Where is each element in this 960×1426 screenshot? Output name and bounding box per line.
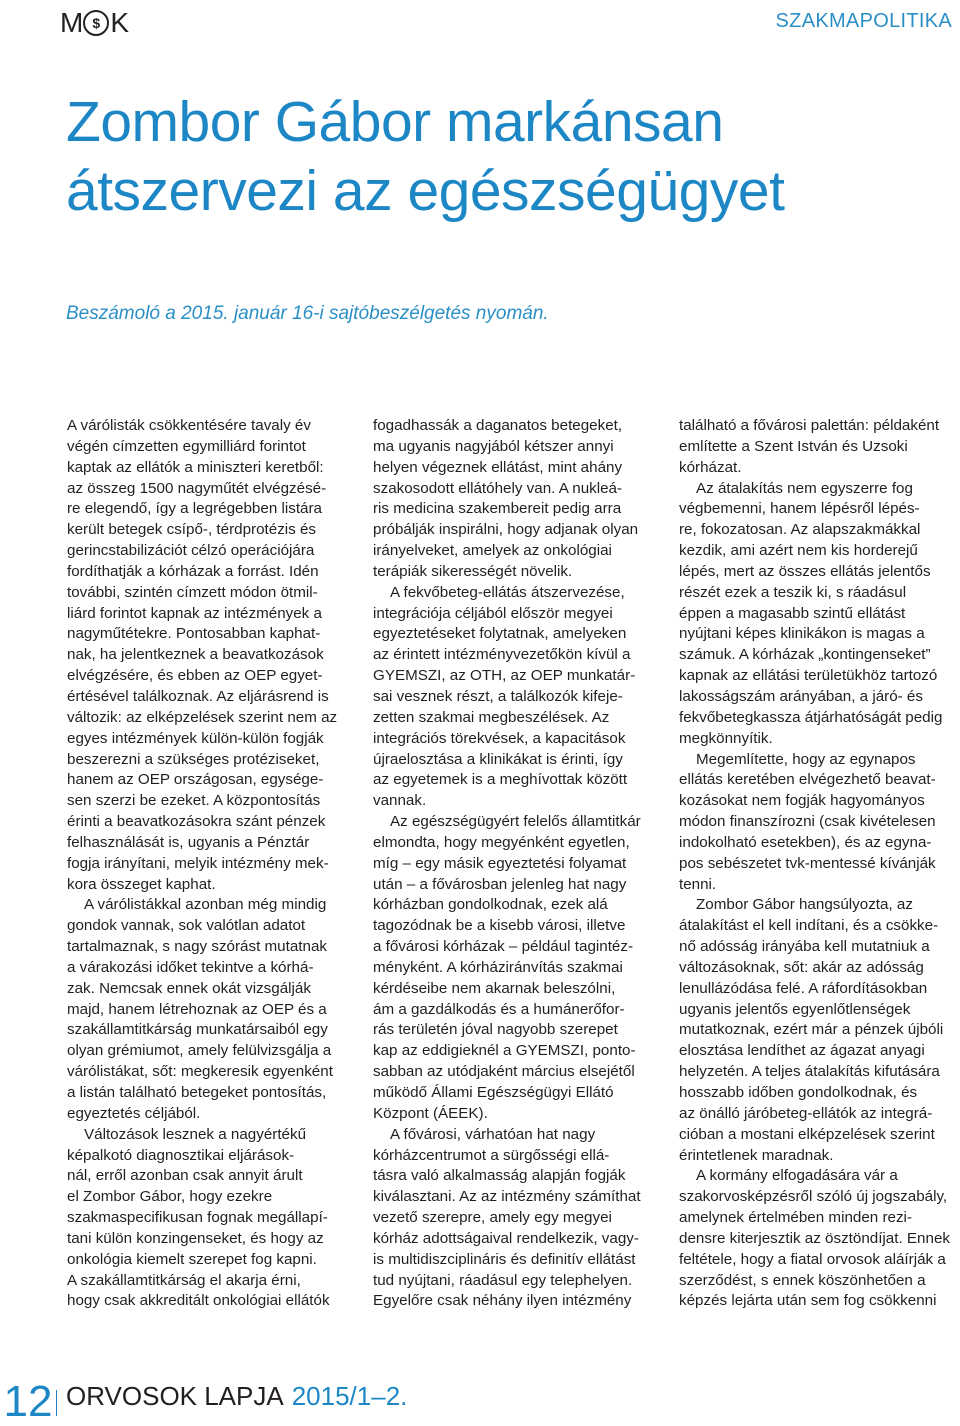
text-line: vezető szerepre, amely egy megyei: [373, 1209, 612, 1227]
text-line: kórházcentrumot a sürgősségi ellá-: [373, 1146, 610, 1164]
text-line: kozásokat nem fogják hagyományos: [679, 792, 925, 810]
text-line: elmondta, hogy megyénként egyetlen,: [373, 833, 630, 851]
text-column-2: [373, 416, 655, 1312]
text-line: képzés lejárta után sem fog csökkenni: [679, 1292, 937, 1310]
text-line: nál, erről azonban csak annyit árult: [67, 1167, 303, 1185]
text-line: említette a Szent István és Uzsoki: [679, 437, 908, 455]
text-line: A fővárosi, várhatóan hat nagy: [390, 1125, 596, 1143]
text-line: tenni.: [679, 875, 717, 893]
text-line: feltétele, hogy a fiatal orvosok aláírják a: [679, 1250, 946, 1268]
text-line: található a fővárosi palettán: példaként: [679, 417, 940, 434]
text-line: az önálló járóbeteg-ellátók az integrá-: [679, 1104, 933, 1122]
text-line: egyeztetéseket folytatnak, amelyeken: [373, 625, 627, 643]
text-line: végén címzetten egymilliárd forintot: [67, 437, 306, 455]
text-line: nyújtani képes klinikákon is magas a: [679, 625, 925, 643]
text-line: kap az eddigieknél a GYEMSZI, ponto-: [373, 1042, 636, 1060]
section-label: SZAKMAPOLITIKA: [775, 10, 952, 32]
text-line: hanem az OEP országosan, egysége-: [67, 771, 324, 789]
text-line: mutatkoznak, ezért már a pénzek újbóli: [679, 1021, 944, 1039]
text-line: szakállamtitkárság munkatársaiból egy: [67, 1021, 328, 1039]
text-line: zak. Nemcsak ennek okát vizsgálják: [67, 979, 311, 997]
title-line: átszervezi az egészségügyet: [66, 159, 785, 223]
text-line: re, fokozatosan. Az alapszakmákkal: [679, 521, 921, 539]
logo-letter-left: M: [60, 7, 83, 38]
title-line: Zombor Gábor markánsan: [66, 90, 724, 154]
text-line: felhasználását is, ugyanis a Pénztár: [67, 833, 310, 851]
text-line: hogy csak akkreditált onkológiai ellátók: [67, 1292, 330, 1310]
text-line: a listán található betegeket pontosítás,: [67, 1084, 327, 1101]
text-line: kórházban gondolkodnak, ezek alá: [373, 896, 608, 914]
text-line: elvégzésére, és ebben az OEP egyet-: [67, 667, 323, 685]
text-line: integrációs törekvések, a kapacitások: [373, 729, 626, 747]
text-line: re elegendő, így a legrégebben listára: [67, 500, 322, 518]
logo-letter-right: K: [110, 7, 129, 38]
journal-issue: 2015/1–2.: [291, 1381, 408, 1411]
text-line: a várakozási időket tekintve a kórhá-: [67, 958, 314, 976]
text-line: részét ezek a teszik ki, s ráadásul: [679, 583, 907, 601]
text-line: egyeztetés céljából.: [67, 1104, 201, 1122]
text-line: értésével találkoznak. Az eljárásrend is: [67, 687, 329, 705]
text-line: az összeg 1500 nagyműtét elvégzésé-: [67, 479, 327, 497]
text-line: érintetlenek maradnak.: [679, 1146, 834, 1164]
text-line: megkönnyítik.: [679, 729, 773, 747]
article-title: [66, 88, 784, 226]
text-line: ugyanis jelentős egyenlőtlenségek: [679, 1000, 911, 1018]
text-line: kapnak az ellátási területükhöz tartozó: [679, 667, 938, 685]
text-line: A szakállamtitkárság el akarja érni,: [67, 1271, 301, 1289]
text-line: szakorvosképzésről szóló új jogszabály,: [679, 1188, 948, 1206]
text-line: A fekvőbeteg-ellátás átszervezése,: [390, 583, 625, 601]
text-line: éppen a magasabb szintű ellátást: [679, 604, 906, 622]
text-line: változásoknak, sőt: akár az adósság: [679, 958, 924, 976]
text-line: kora összeget kaphat.: [67, 875, 216, 893]
text-line: egyes intézmények külön-külön fogják: [67, 729, 324, 747]
text-line: szakosodott ellátóhely van. A nukleá-: [373, 479, 623, 497]
text-line: Egyelőre csak néhány ilyen intézmény: [373, 1292, 632, 1310]
text-column-3: [679, 416, 960, 1312]
text-line: tartalmaznak, s nagy szórást mutatnak: [67, 938, 327, 956]
text-line: ma ugyanis nagyjából kétszer annyi: [373, 437, 614, 455]
text-line: további, szintén címzett módon ötmil-: [67, 583, 318, 601]
text-line: kórház adottságaival rendelkezik, vagy-: [373, 1229, 639, 1247]
text-line: GYEMSZI, az OTH, az OEP munkatár-: [373, 667, 636, 685]
page-number: 12: [3, 1377, 53, 1426]
text-line: kezdik, ami azért nem kis horderejű: [679, 542, 918, 560]
magazine-logo: [60, 6, 128, 40]
text-line: fogja irányítani, melyik intézmény mek-: [67, 854, 329, 872]
logo-emblem-icon: $: [83, 10, 109, 36]
text-line: A várólistákkal azonban még mindig: [84, 896, 327, 914]
text-line: amelynek értelmében minden rezi-: [679, 1209, 912, 1227]
text-line: az érintett intézményvezetőkön kívül a: [373, 646, 631, 664]
text-line: a fővárosi kórházak – például tagintéz-: [373, 938, 634, 956]
text-line: majd, hanem létrehoznak az OEP és a: [67, 1000, 327, 1018]
text-line: Az átalakítás nem egyszerre fog: [696, 479, 913, 497]
text-line: várólistákat, sőt: megkeresik egyenként: [67, 1063, 333, 1081]
text-line: tud nyújtani, ráadásul egy telephelyen.: [373, 1271, 633, 1289]
text-line: zetten szakmai megbeszélések. Az: [373, 708, 610, 726]
text-line: A kormány elfogadására vár a: [696, 1167, 898, 1185]
text-line: gondok vannak, sok valótlan adatot: [67, 917, 306, 935]
text-line: az egyetemek is a meghívottak között: [373, 771, 628, 789]
text-line: indokolható esetekben), és az egyna-: [679, 833, 932, 851]
text-line: Változások lesznek a nagyértékű: [84, 1125, 307, 1143]
text-line: ris medicina szakembereit pedig arra: [373, 500, 622, 518]
text-line: beszerezni a szükséges protéziseket,: [67, 750, 320, 768]
text-line: ellátás keretében elvégezhető beavat-: [679, 771, 936, 789]
text-line: lépés, mert az összes ellátás jelentős: [679, 562, 931, 580]
text-line: is multidiszciplináris és definitív ellátást: [373, 1250, 636, 1268]
text-line: fordíthatják a kórházak a forrást. Idén: [67, 562, 319, 580]
text-line: Megemlítette, hogy az egynapos: [696, 750, 916, 768]
text-line: vannak.: [373, 792, 427, 810]
text-line: helyzetén. A teljes átalakítás kifutására: [679, 1063, 940, 1081]
text-line: módon finanszírozni (csak kivételesen: [679, 813, 936, 831]
text-line: került betegek csípő-, térdprotézis és: [67, 521, 317, 539]
text-line: sen szerzi be ezeket. A központosítás: [67, 792, 321, 810]
text-line: ményként. A kórháziránvítás szakmai: [373, 958, 623, 976]
text-line: tagozódnak be a kisebb városi, illetve: [373, 917, 626, 935]
text-line: ám a gazdálkodás és a humánerőfor-: [373, 1000, 625, 1018]
text-line: míg – egy másik egyeztetési folyamat: [373, 854, 627, 872]
footer-divider: [56, 1390, 57, 1416]
text-line: működő Állami Egészségügyi Ellátó: [373, 1084, 614, 1101]
text-line: densre kiterjesztik az ösztöndíjat. Ennek: [679, 1229, 950, 1247]
article-subtitle: Beszámoló a 2015. január 16-i sajtóbeszélgetés nyomán.: [66, 303, 549, 324]
journal-name: ORVOSOK LAPJA: [66, 1381, 284, 1411]
text-line: újraelosztása a klinikákat is érinti, így: [373, 750, 623, 768]
text-line: gerincstabilizációt célzó operációjára: [67, 542, 315, 560]
text-line: liárd forintot kapnak az intézmények a: [67, 604, 322, 622]
text-line: integrációja céljából először megyei: [373, 604, 613, 622]
text-line: terápiák sikerességét növelik.: [373, 562, 573, 580]
text-line: számuk. A kórházak „kontingenseket”: [679, 646, 931, 664]
text-line: nak, ha jelentkeznek a beavatkozások: [67, 646, 324, 664]
text-line: kaptak az ellátók a miniszteri keretből:: [67, 458, 324, 476]
text-line: kérdéseibe nem akarnak beleszólni,: [373, 979, 616, 997]
text-column-1: [67, 416, 349, 1312]
text-line: változik: az elképzelések szerint nem az: [67, 708, 338, 726]
text-line: fogadhassák a daganatos betegeket,: [373, 417, 623, 434]
text-line: nagyműtétekre. Pontosabban kaphat-: [67, 625, 321, 643]
text-line: onkológia kiemelt szerepet fog kapni.: [67, 1250, 317, 1268]
text-line: cióban a mostani elképzelések szerint: [679, 1125, 935, 1143]
text-line: elosztása lendíthet az ágazat anyagi: [679, 1042, 925, 1060]
text-line: rás területén jóval nagyobb szerepet: [373, 1021, 618, 1039]
text-line: fekvőbetegkassza átjárhatóságát pedig: [679, 708, 943, 726]
text-line: Az egészségügyért felelős államtitkár: [390, 813, 641, 831]
text-line: Központ (ÁEEK).: [373, 1104, 488, 1122]
text-line: után – a fővárosban jelenleg hat nagy: [373, 875, 627, 893]
text-line: végbemenni, hanem lépésről lépés-: [679, 500, 920, 518]
text-line: hosszabb időben gondolkodnak, és: [679, 1084, 918, 1101]
text-line: el Zombor Gábor, hogy ezekre: [67, 1188, 273, 1206]
text-line: kiválasztani. Az az intézmény számíthat: [373, 1188, 641, 1206]
text-line: nő adósság irányába kell mutatniuk a: [679, 938, 930, 956]
text-line: A várólisták csökkentésére tavaly év: [67, 417, 311, 434]
text-line: szakmaspecifikusan fognak megállapí-: [67, 1209, 328, 1227]
text-line: tásra való alkalmasság alapján fogják: [373, 1167, 626, 1185]
text-line: pos sebészetet tvk-mentessé kívánják: [679, 854, 936, 872]
journal-footer: [66, 1383, 407, 1409]
text-line: próbálják inspirálni, hogy adjanak olyan: [373, 521, 639, 539]
text-line: helyen végeznek ellátást, mint ahány: [373, 458, 623, 476]
text-line: kórházat.: [679, 458, 742, 476]
text-line: képalkotó diagnosztikai eljárások-: [67, 1146, 295, 1164]
text-line: olyan grémiumot, amely felülvizsgálja a: [67, 1042, 332, 1060]
text-line: Zombor Gábor hangsúlyozta, az: [696, 896, 913, 914]
text-line: átalakítást el kell indítani, és a csökke-: [679, 917, 939, 935]
text-line: lakosságszám arányában, a járó- és: [679, 687, 923, 705]
text-line: tani külön konzingenseket, és hogy az: [67, 1229, 324, 1247]
text-line: sai vesznek részt, a találkozók kifeje-: [373, 687, 623, 705]
text-line: lenullázódása felé. A ráfordításokban: [679, 979, 928, 997]
text-line: érinti a beavatkozásokra szánt pénzek: [67, 813, 326, 831]
text-line: szerződést, s ennek köszönhetően a: [679, 1271, 926, 1289]
text-line: irányelveket, amelyek az onkológiai: [373, 542, 612, 560]
text-line: sabban az utódjaként március elsejétől: [373, 1063, 635, 1081]
